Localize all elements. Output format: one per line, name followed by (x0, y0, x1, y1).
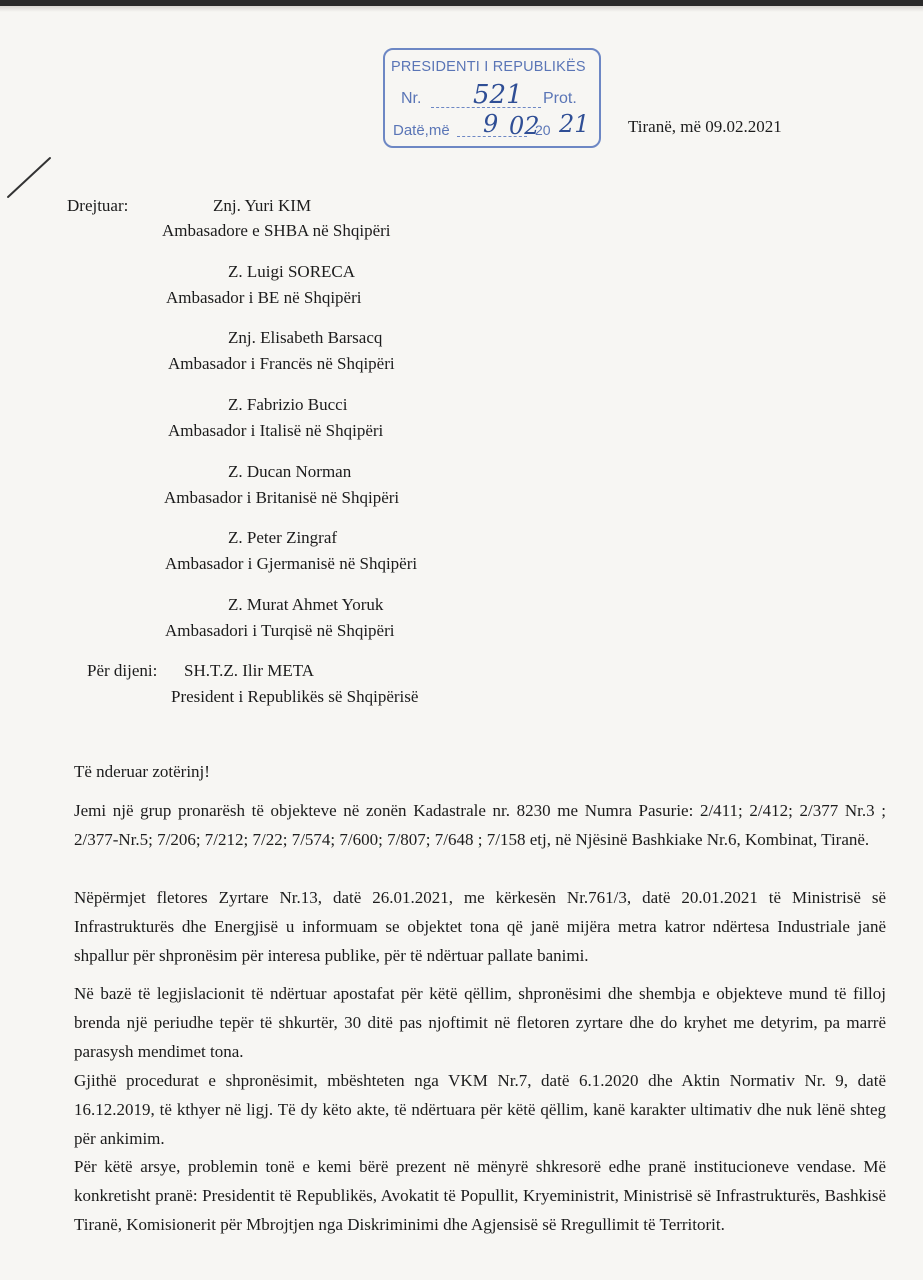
stamp-nr-value: 521 (473, 80, 523, 110)
stamp-title: PRESIDENTI I REPUBLIKËS (391, 59, 586, 75)
cc-label: Për dijeni: (87, 661, 158, 680)
salutation: Të nderuar zotërinj! (74, 762, 210, 781)
stamp-date-month: 02 (509, 112, 540, 140)
addressee-name: Znj. Elisabeth Barsacq (228, 328, 383, 347)
addressee-name: Z. Luigi SORECA (228, 262, 356, 281)
registration-stamp (383, 48, 601, 148)
body-paragraph: Jemi një grup pronarësh të objekteve në zonën Kadastrale nr. 8230 me Numra Pasurie: 2/411; 2/412; 2/377 Nr.3 ; 2/377-Nr.5; 7/206; 7/212; 7/22; 7/574; 7/600; 7/807; 7/648 ; 7/158 etj, në Njësinë Bashkiake Nr.6, Kombinat, Tiranë. (74, 801, 886, 849)
stamp-date-year-prefix: 20 (535, 122, 551, 138)
stamp-date-year-suffix: 21 (559, 110, 590, 138)
addressee-title: Ambasador i Italisë në Shqipëri (168, 421, 384, 440)
stamp-nr-label: Nr. (401, 90, 422, 107)
stamp-prot-label: Prot. (543, 90, 577, 107)
stamp-date-day: 9 (483, 110, 499, 138)
addressee-title: Ambasador i Gjermanisë në Shqipëri (165, 554, 418, 573)
addressee-title: Ambasador i Francës në Shqipëri (168, 354, 395, 373)
addressee-name: Z. Peter Zingraf (228, 528, 338, 547)
body-paragraph: Për këtë arsye, problemin tonë e kemi bërë prezent në mënyrë shkresorë edhe pranë institucioneve vendase. Më konkretisht pranë: Presidentit të Republikës, Avokatit të Popullit, Kryeministrit, Ministrisë së Infrastrukturës, Bashkisë Tiranë, Komisionerit për Mbrojtjen nga Diskriminimi dhe Agjensisë së Rregullimit të Territorit. (74, 1157, 886, 1234)
addressee-title: Ambasador i Britanisë në Shqipëri (164, 488, 400, 507)
body-paragraph: Nëpërmjet fletores Zyrtare Nr.13, datë 26.01.2021, me kërkesën Nr.761/3, datë 20.01.2021 të Ministrisë së Infrastrukturës dhe Energjisë u informuam se objektet tona që janë mijëra metra katror ndërtesa Industriale janë shpallur për shpronësim për interesa publike, për të ndërtuar pallate banimi. (74, 888, 886, 965)
body-paragraph: Gjithë procedurat e shpronësimit, mbështeten nga VKM Nr.7, datë 6.1.2020 dhe Aktin Normativ Nr. 9, datë 16.12.2019, të kthyer në ligj. Të dy këto akte, të ndërtuara për këtë qëllim, kanë karakter ultimativ dhe nuk lënë shteg për ankimim. (74, 1071, 886, 1148)
cc-title: President i Republikës së Shqipërisë (171, 687, 419, 706)
place-date: Tiranë, më 09.02.2021 (628, 117, 782, 136)
cc-name: SH.T.Z. Ilir META (184, 661, 315, 680)
body-paragraph: Në bazë të legjislacionit të ndërtuar apostafat për këtë qëllim, shpronësimi dhe shembja e objekteve mund të filloj brenda një periudhe tepër të shkurtër, 30 ditë pas njoftimit në fletoren zyrtare dhe do kryhet me detyrim, pa marrë parasysh mendimet tona. (74, 984, 886, 1061)
addressee-name: Z. Ducan Norman (228, 462, 352, 481)
pen-stroke-mark (0, 0, 60, 210)
addressee-name: Znj. Yuri KIM (213, 196, 312, 215)
stamp-date-label: Datë,më (393, 122, 450, 139)
addressees-label: Drejtuar: (67, 196, 129, 215)
addressee-title: Ambasadori i Turqisë në Shqipëri (165, 621, 395, 640)
addressee-title: Ambasador i BE në Shqipëri (166, 288, 362, 307)
scan-top-shadow (0, 6, 923, 12)
addressee-title: Ambasadore e SHBA në Shqipëri (162, 221, 391, 240)
addressee-name: Z. Fabrizio Bucci (228, 395, 348, 414)
addressee-name: Z. Murat Ahmet Yoruk (228, 595, 384, 614)
